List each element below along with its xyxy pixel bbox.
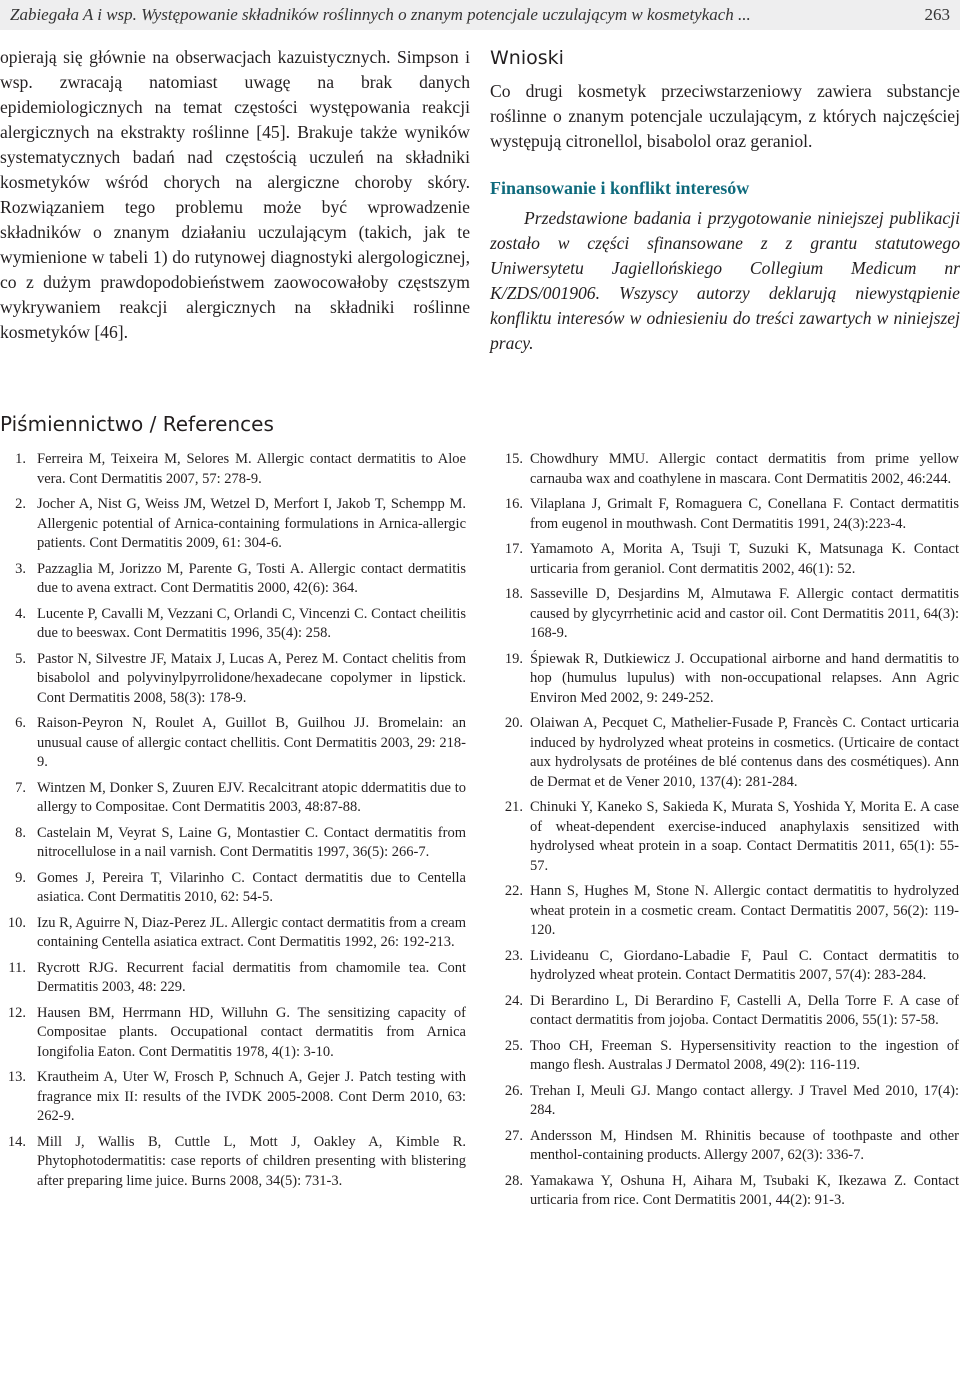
reference-number: 20. [504, 715, 523, 731]
reference-text: Ferreira M, Teixeira M, Selores M. Allergic contact dermatitis to Aloe vera. Cont Dermatitis 2007, 57: 278-9. [37, 451, 466, 487]
reference-number: 21. [504, 799, 523, 815]
reference-item [493, 495, 959, 534]
reference-number: 26. [504, 1082, 523, 1099]
reference-item [493, 450, 959, 489]
references-title: Piśmiennictwo / References [0, 412, 274, 436]
reference-text: Yamakawa Y, Oshuna H, Aihara M, Tsubaki K, Ikezawa Z. Contact urticaria from rice. Cont Dermatitis 2001, 44(2): 91-3. [530, 1172, 959, 1208]
reference-item [0, 1068, 466, 1127]
reference-number: 6. [15, 715, 26, 731]
reference-text: Yamamoto A, Morita A, Tsuji T, Suzuki K, Matsunaga K. Contact urticaria from geraniol. Cont dermatitis 2002, 46(1): 52. [530, 541, 959, 577]
reference-number: 22. [504, 883, 523, 899]
running-header [0, 0, 960, 30]
reference-number: 28. [504, 1172, 523, 1189]
reference-text: Lucente P, Cavalli M, Vezzani C, Orlandi C, Vincenzi C. Contact cheilitis due to beeswax. Cont Dermatitis 1996, 35(4): 258. [37, 605, 466, 641]
reference-text: Śpiewak R, Dutkiewicz J. Occupational airborne and hand dermatitis to hop (humulus lupulus) with non-occupational relapses. Ann Agric Environ Med 2002, 9: 249-252. [530, 650, 959, 706]
reference-number: 4. [15, 605, 26, 622]
reference-text: Andersson M, Hindsen M. Rhinitis because of toothpaste and other menthol-containing products. Allergy 2007, 62(3): 336-7. [530, 1127, 959, 1163]
reference-number: 15. [504, 451, 523, 467]
conclusions-heading: Wnioski [490, 47, 564, 69]
reference-number: 11. [8, 959, 26, 976]
conclusions-text: Co drugi kosmetyk przeciwstarzeniowy zawiera substancje roślinne o znanym potencjale uczulającym, z których najczęściej występują citronellol, bisabolol oraz geraniol. [490, 81, 960, 151]
reference-text: Chinuki Y, Kaneko S, Sakieda K, Murata S, Yoshida Y, Morita E. A case of wheat-dependent exercise-induced anaphylaxis sensitized with hydrolysed wheat protein in a soap. Contact Dermatitis 2011, 65(1): 55-57. [530, 799, 959, 874]
reference-item [0, 869, 466, 908]
reference-item [0, 495, 466, 554]
running-title: Zabiegała A i wsp. Występowanie składników roślinnych o znanym potencjale uczulającym w kosmetykach ... [10, 5, 751, 24]
reference-number: 1. [15, 451, 26, 467]
reference-number: 18. [504, 586, 523, 602]
reference-text: Chowdhury MMU. Allergic contact dermatitis from prime yellow carnauba wax and coathylene in mascara. Cont Dermatitis 2002, 46:244. [530, 451, 959, 487]
reference-item [0, 1004, 466, 1063]
reference-item [493, 882, 959, 941]
reference-text: Vilaplana J, Grimalt F, Romaguera C, Conellana F. Contact dermatitis from eugenol in mouthwash. Cont Dermatitis 1991, 24(3):223-4. [530, 496, 959, 532]
reference-text: Krautheim A, Uter W, Frosch P, Schnuch A, Gejer J. Patch testing with fragrance mix II: results of the IVDK 2005-2008. Cont Derm 2010, 63: 262-9. [37, 1069, 466, 1124]
reference-text: Hann S, Hughes M, Stone N. Allergic contact dermatitis to hydrolyzed wheat protein in a cosmetic cream. Contact Dermatitis 2007, 56(2): 119-120. [530, 883, 959, 938]
reference-item [0, 779, 466, 818]
reference-text: Olaiwan A, Pecquet C, Mathelier-Fusade P, Francès C. Contact urticaria induced by hydrolyzed wheat proteins in cosmetics. (Urticaire de contact aux hydrolysats de protéines de blé contenus dans des cosmétiques). Ann de Dermat et de Vener 2010, 137(4): 281-284. [530, 715, 959, 790]
reference-item [0, 914, 466, 953]
reference-text: Livideanu C, Giordano-Labadie F, Paul C. Contact dermatitis to hydrolyzed wheat protein. Contact Dermatitis 2007, 57(4): 283-284. [530, 947, 959, 983]
reference-item [0, 560, 466, 599]
reference-item [493, 1082, 959, 1121]
reference-text: Pazzaglia M, Jorizzo M, Parente G, Tosti A. Allergic contact dermatitis due to avena extract. Cont Dermatitis 2000, 42(6): 364. [37, 560, 466, 596]
page-number: 263 [924, 5, 950, 24]
reference-item [0, 650, 466, 709]
reference-number: 27. [504, 1127, 523, 1144]
reference-item [493, 1172, 959, 1211]
reference-item [0, 959, 466, 998]
reference-item [0, 605, 466, 644]
reference-number: 16. [504, 496, 523, 512]
reference-text: Trehan I, Meuli GJ. Mango contact allergy. J Travel Med 2010, 17(4): 284. [530, 1082, 959, 1118]
reference-number: 8. [15, 824, 26, 841]
reference-item [0, 714, 466, 773]
reference-text: Rycrott RJG. Recurrent facial dermatitis from chamomile tea. Cont Dermatitis 2003, 48: 229. [37, 959, 466, 995]
reference-number: 17. [504, 541, 523, 557]
body-paragraph: opierają się głównie na obserwacjach kazuistycznych. Simpson i wsp. zwracają natomiast uwagę na brak danych epidemiologicznych na temat częstości występowania reakcji alergicznych na ekstrakty roślinne [45]. Brakuje także wyników systematycznych badań nad częstością uczuleń na składniki kosmetyków wśród chorych na alergiczne choroby skóry. Rozwiązaniem tego problemu może być wprowadzenie składników o znanym działaniu uczulającym (takich, jak te wymienione w tabeli 1) do rutynowej diagnostyki alergologicznej, co z dużym prawdopodobieństwem zaowocowałoby częstszym wykrywaniem reakcji alergicznych na składniki roślinne kosmetyków [46]. [0, 47, 470, 342]
reference-text: Izu R, Aguirre N, Diaz-Perez JL. Allergic contact dermatitis from a cream containing Centella asiatica extract. Cont Dermatitis 1992, 26: 192-213. [37, 914, 466, 950]
reference-item [0, 450, 466, 489]
reference-text: Sasseville D, Desjardins M, Almutawa F. Allergic contact dermatitis caused by glycyrrhetinic acid and castor oil. Cont Dermatitis 2011, 64(3): 168-9. [530, 586, 959, 641]
right-body-column [490, 45, 960, 356]
reference-number: 12. [7, 1004, 26, 1021]
reference-number: 13. [7, 1069, 26, 1085]
reference-item [493, 1127, 959, 1166]
funding-heading: Finansowanie i konflikt interesów [490, 178, 750, 198]
left-body-column [0, 45, 470, 345]
reference-number: 24. [504, 992, 523, 1009]
reference-text: Jocher A, Nist G, Weiss JM, Wetzel D, Merfort I, Jakob T, Schempp M. Allergenic potential of Arnica-containing formulations in Arnica-allergic patients. Cont Dermatitis 2009, 61: 304-6. [37, 496, 466, 551]
reference-text: Gomes J, Pereira T, Vilarinho C. Contact dermatitis due to Centella asiatica. Cont Dermatitis 2010, 62: 54-5. [37, 869, 466, 905]
reference-number: 19. [504, 650, 523, 667]
reference-number: 2. [15, 496, 26, 512]
reference-text: Castelain M, Veyrat S, Laine G, Montastier C. Contact dermatitis from nitrocellulose in a nail varnish. Cont Dermatitis 1997, 36(5): 266-7. [37, 824, 466, 860]
reference-item [493, 798, 959, 876]
reference-number: 5. [15, 650, 26, 667]
reference-item [493, 650, 959, 709]
reference-text: Mill J, Wallis B, Cuttle L, Mott J, Oakley A, Kimble R. Phytophotodermatitis: case reports of children presenting with blistering after preparing lime juice. Burns 2008, 34(5): 731-3. [37, 1133, 466, 1189]
reference-number: 14. [7, 1133, 26, 1150]
reference-text: Di Berardino L, Di Berardino F, Castelli A, Della Torre F. A case of contact dermatitis from jojoba. Contact Dermatitis 2006, 55(1): 57-58. [530, 992, 959, 1028]
reference-item [493, 714, 959, 792]
reference-number: 25. [504, 1037, 523, 1054]
reference-text: Thoo CH, Freeman S. Hypersensitivity reaction to the ingestion of mango flesh. Australas J Dermatol 2008, 49(2): 116-119. [530, 1037, 959, 1073]
reference-text: Wintzen M, Donker S, Zuuren EJV. Recalcitrant atopic ddermatitis due to allergy to Compositae. Cont Dermatitis 2003, 48:87-88. [37, 779, 466, 815]
reference-text: Hausen BM, Herrmann HD, Willuhn G. The sensitizing capacity of Compositae plants. Occupational contact dermatitis from Arnica Iongifolia Eaton. Cont Dermatitis 1978, 4(1): 3-10. [37, 1004, 466, 1060]
reference-number: 23. [504, 947, 523, 964]
funding-text: Przedstawione badania i przygotowanie niniejszej publikacji zostało w części sfinansowane z z grantu statutowego Uniwersytetu Jagiellońskiego Collegium Medicum nr K/ZDS/001906. Wszyscy autorzy deklarują niewystąpienie konfliktu interesów w odniesieniu do treści zawartych w niniejszej pracy. [490, 208, 960, 353]
reference-item [0, 824, 466, 863]
reference-number: 9. [15, 869, 26, 886]
reference-number: 3. [15, 560, 26, 577]
reference-text: Pastor N, Silvestre JF, Mataix J, Lucas A, Perez M. Contact chelitis from bisabolol and polyvinylpyrrolidone/hexadecane copolymer in lipstick. Cont Dermatitis 2008, 58(3): 178-9. [37, 650, 466, 706]
reference-number: 7. [15, 779, 26, 796]
reference-item [493, 947, 959, 986]
reference-item [493, 992, 959, 1031]
reference-item [493, 585, 959, 644]
reference-number: 10. [7, 914, 26, 931]
reference-item [493, 1037, 959, 1076]
reference-item [493, 540, 959, 579]
references-list-right [493, 450, 959, 1217]
reference-text: Raison-Peyron N, Roulet A, Guillot B, Guilhou JJ. Bromelain: an unusual cause of allergic contact chellitis. Cont Dermatitis 2003, 29: 218-9. [37, 715, 466, 770]
reference-item [0, 1133, 466, 1192]
references-list-left [0, 450, 466, 1197]
